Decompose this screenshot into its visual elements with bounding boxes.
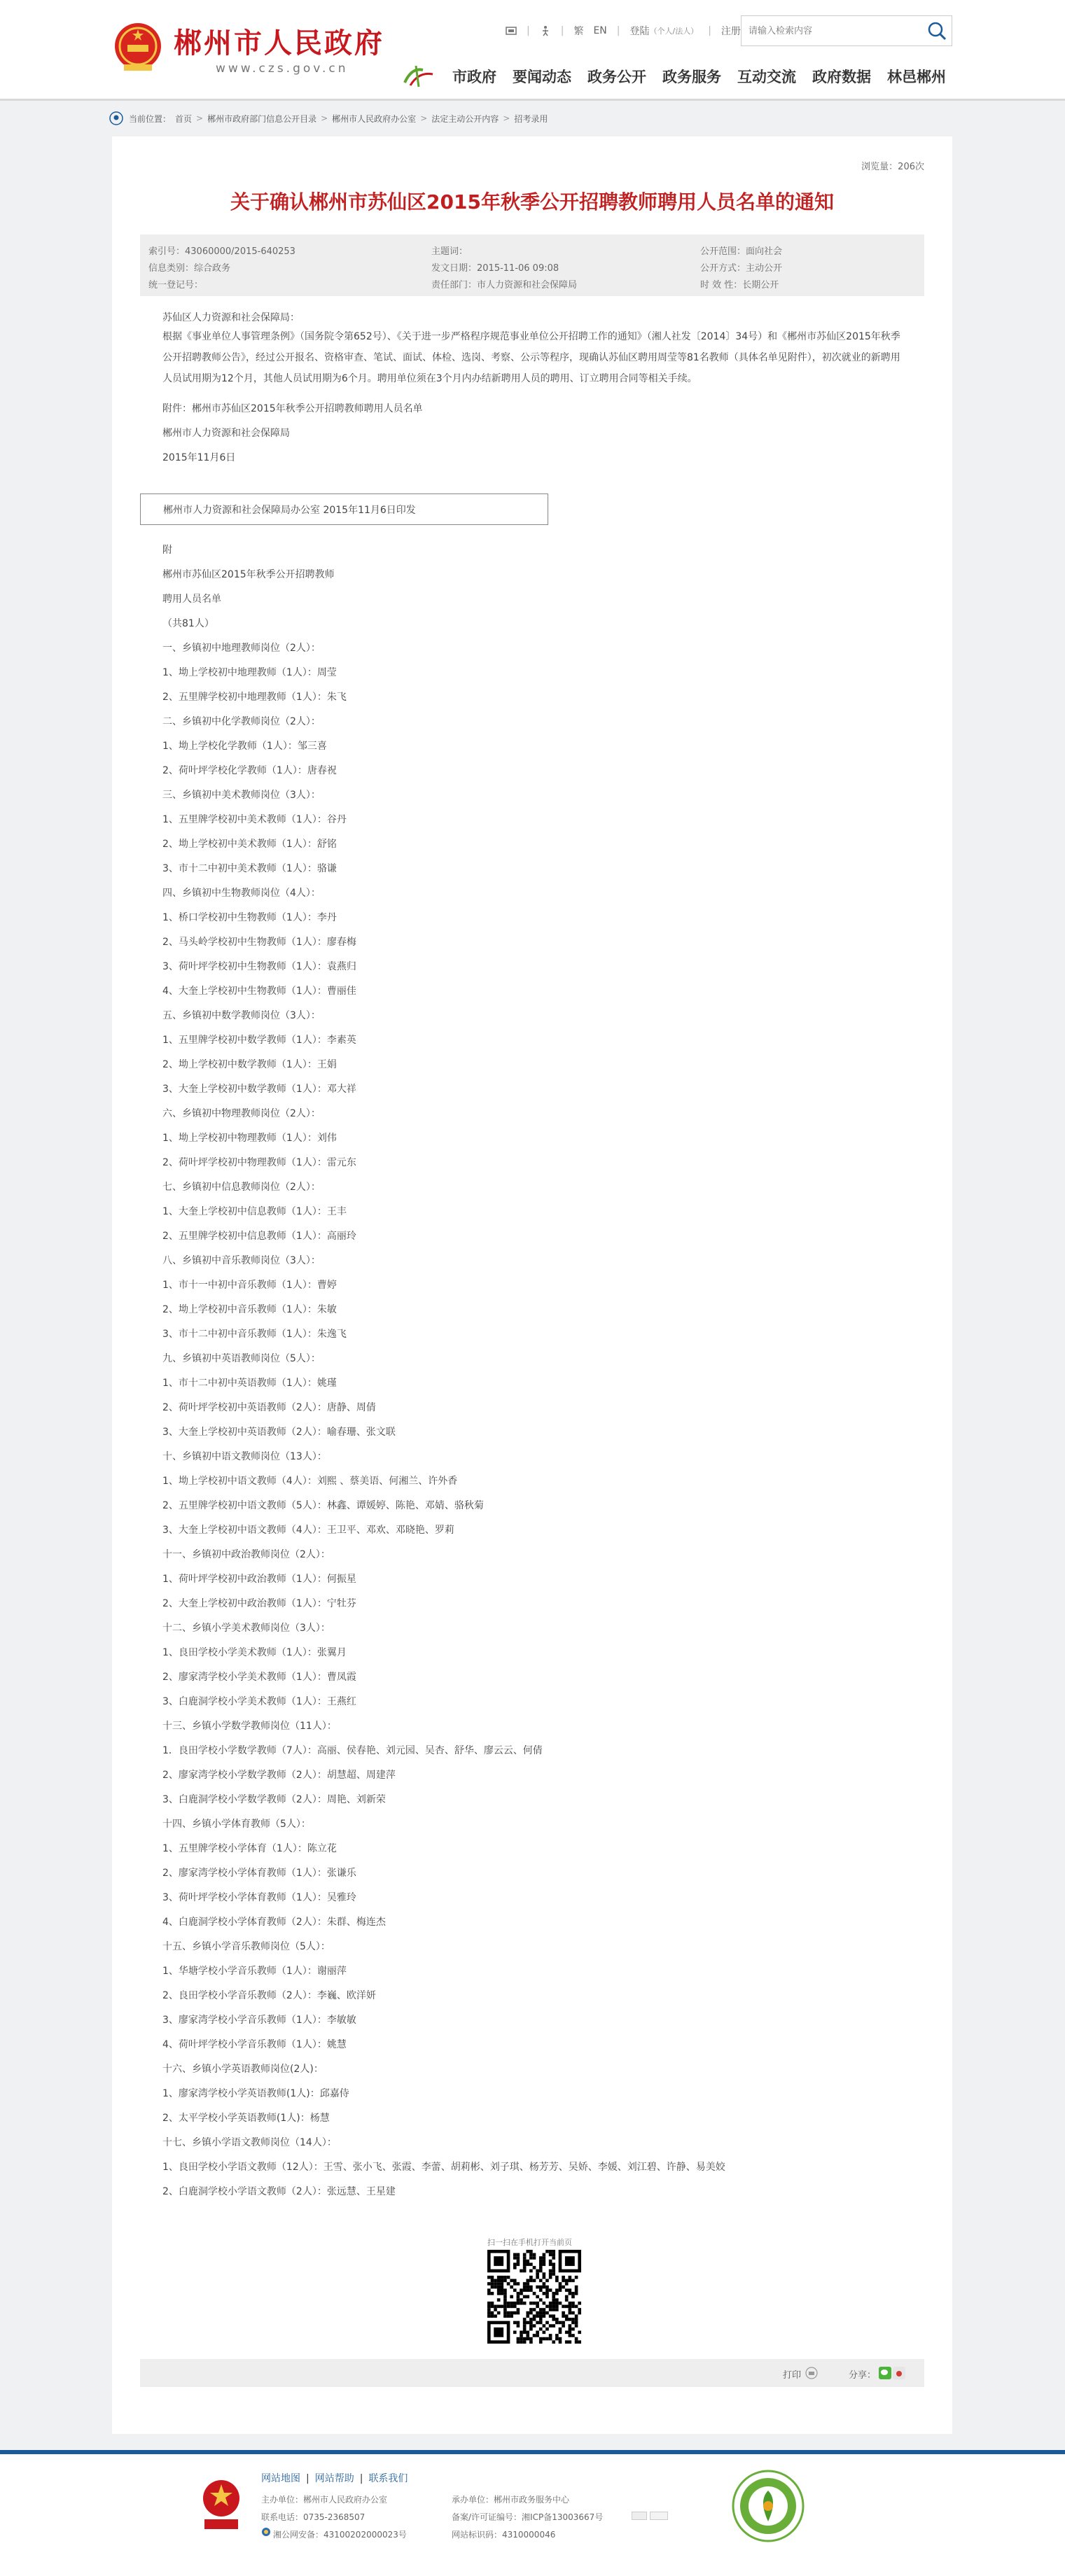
breadcrumb [109,108,954,129]
divider: | [527,25,530,36]
appendix-line: 九、乡镇初中英语教师岗位（5人）： [162,1353,321,1364]
appendix-line: 十四、乡镇小学体育教师（5人）： [162,1819,311,1830]
footer-link-contact[interactable]: 联系我们 [368,2473,408,2484]
appendix-line: 2、荷叶坪学校化学教师（1人）：唐春祝 [162,765,337,776]
meta-topic: 主题词： [431,246,468,257]
footer-undertaker: 承办单位：郴州市政务服务中心 [452,2495,570,2505]
appendix-line: 2、坳上学校初中数学教师（1人）：王娟 [162,1059,337,1070]
search-box [741,15,952,46]
appendix-line: 二、乡镇初中化学教师岗位（2人）： [162,716,321,727]
main-nav [452,66,946,87]
appendix-line: 十七、乡镇小学语文教师岗位（14人）： [162,2137,337,2148]
appendix-line: 1、桥口学校初中生物教师（1人）：李丹 [162,912,337,923]
appendix-line: 3、市十二中初中音乐教师（1人）：朱逸飞 [162,1329,347,1340]
appendix-line: 2、坳上学校初中美术教师（1人）：舒铭 [162,839,337,850]
meta-unified-no: 统一登记号： [148,280,204,290]
gov-website-badge-icon[interactable] [732,2470,805,2542]
appendix-line: 3、大奎上学校初中英语教师（2人）：喻春珊、张文联 [162,1427,396,1438]
divider: | [616,25,620,36]
accessibility-badge-icon[interactable] [650,2512,668,2520]
appendix-line: 五、乡镇初中数学教师岗位（3人）： [162,1010,321,1021]
appendix-header-line: （共81人） [162,618,214,629]
header-divider [0,99,1065,101]
appendix-line: 1、五里牌学校初中数学教师（1人）：李素英 [162,1035,356,1046]
appendix-line: 3、白鹿洞学校小学美术教师（1人）：王燕红 [162,1696,356,1707]
print-stamp-box: 郴州市人力资源和社会保障局办公室 2015年11月6日印发 [140,493,548,525]
appendix-line: 1、廖家湾学校小学英语教师(1人)：邱嘉侍 [162,2088,349,2099]
appendix-line: 3、市十二中初中美术教师（1人）：骆谦 [162,863,337,874]
breadcrumb-separator: > [420,113,428,123]
appendix-line: 2、坳上学校初中音乐教师（1人）：朱敏 [162,1304,337,1315]
print-button[interactable]: 打印 [783,2370,802,2381]
appendix-header-line: 附 [162,545,172,556]
footer-link-sitemap[interactable]: 网站地图 [261,2473,300,2484]
appendix-line: 2、五里牌学校初中信息教师（1人）：高丽玲 [162,1231,356,1242]
footer-links: 网站地图 | 网站帮助 | 联系我们 [261,2473,408,2484]
meta-scope: 公开范围：面向社会 [700,246,783,257]
nav-item-government[interactable]: 市政府 [452,69,496,85]
appendix-line: 2、廖家湾学校小学美术教师（1人）：曹凤霞 [162,1672,356,1683]
search-input[interactable] [749,23,917,38]
appendix-line: 2、大奎上学校初中政治教师（1人）：宁牡芬 [162,1598,356,1609]
top-links [506,23,751,38]
appendix-header-line: 郴州市苏仙区2015年秋季公开招聘教师 [162,569,335,580]
nav-item-linyi[interactable]: 林邑郴州 [887,69,946,85]
breadcrumb-item-content[interactable]: 法定主动公开内容 [431,113,499,124]
footer-site-code: 网站标识码：4310000046 [452,2530,556,2540]
breadcrumb-separator: > [503,113,510,123]
issuer: 郴州市人力资源和社会保障局 [162,428,290,439]
nav-item-interaction[interactable]: 互动交流 [737,69,796,85]
appendix-line: 2、白鹿洞学校小学语文教师（2人）：张远慧、王星建 [162,2186,396,2197]
breadcrumb-prefix: 当前位置： [129,113,172,124]
register-link[interactable]: 注册 [721,26,741,37]
appendix-line: 2、五里牌学校初中地理教师（1人）：朱飞 [162,692,347,703]
location-pin-icon [109,111,123,125]
nav-decoration-icon [402,62,437,90]
appendix-line: 4、大奎上学校初中生物教师（1人）：曹丽佳 [162,986,356,997]
share-label: 分享： [849,2370,877,2381]
appendix-line: 2、五里牌学校初中语文教师（5人）：林鑫、谭媛婷、陈艳、邓婧、骆秋菊 [162,1500,484,1511]
article-title: 关于确认郴州市苏仙区2015年秋季公开招聘教师聘用人员名单的通知 [230,190,834,214]
appendix-line: 1、市十二中初中英语教师（1人）：姚瑾 [162,1378,337,1389]
appendix-line: 1、坳上学校初中物理教师（1人）：刘伟 [162,1133,337,1144]
appendix-line: 十、乡镇初中语文教师岗位（13人）： [162,1451,327,1462]
appendix-line: 2、廖家湾学校小学体育教师（1人）：张谦乐 [162,1868,356,1879]
appendix-header-line: 聘用人员名单 [162,594,221,605]
breadcrumb-item-office[interactable]: 郴州市人民政府办公室 [332,113,417,124]
meta-index-no: 索引号：43060000/2015-640253 [148,246,295,257]
national-emblem-logo[interactable] [112,20,164,76]
appendix-line: 3、廖家湾学校小学音乐教师（1人）：李敏敏 [162,2015,356,2026]
appendix-line: 七、乡镇初中信息教师岗位（2人）： [162,1182,321,1193]
breadcrumb-item-recruitment[interactable]: 招考录用 [514,113,548,124]
appendix-line: 十一、乡镇初中政治教师岗位（2人）： [162,1549,330,1560]
appendix-line: 2、太平学校小学英语教师(1人)：杨慧 [162,2113,330,2124]
appendix-line: 2、荷叶坪学校初中英语教师（2人）：唐静、周倩 [162,1402,376,1413]
appendix-line: 3、荷叶坪学校小学体育教师（1人）：吴雅玲 [162,1892,356,1903]
login-link[interactable] [629,24,698,38]
appendix-line: 1、坳上学校化学教师（1人）：邹三喜 [162,741,327,752]
article-tools [140,2359,924,2387]
party-government-emblem[interactable] [200,2479,242,2531]
appendix-line: 1、荷叶坪学校初中政治教师（1人）：何振星 [162,1574,356,1585]
divider: | [708,25,711,36]
appendix-line: 十三、乡镇小学数学教师岗位（11人）： [162,1721,337,1732]
appendix-line: 4、荷叶坪学校小学音乐教师（1人）：姚慧 [162,2039,347,2050]
appendix-line: 十五、乡镇小学音乐教师岗位（5人）： [162,1941,330,1952]
site-header [0,0,1065,99]
appendix-line: 3、白鹿洞学校小学数学教师（2人）：周艳、刘新荣 [162,1794,386,1805]
appendix-line: 六、乡镇初中物理教师岗位（2人）： [162,1108,321,1119]
breadcrumb-item-home[interactable]: 首页 [175,113,193,124]
appendix-line: 三、乡镇初中美术教师岗位（3人）： [162,790,321,801]
meta-validity: 时 效 性：长期公开 [700,280,779,290]
article-meta [140,234,924,296]
salutation: 苏仙区人力资源和社会保障局： [162,312,300,323]
appendix-line: 2、荷叶坪学校初中物理教师（1人）：雷元东 [162,1157,356,1168]
police-badge-icon [261,2527,271,2537]
footer-police[interactable]: 湘公网安备：43100202000023号 [273,2530,407,2540]
issue-date: 2015年11月6日 [162,452,236,463]
site-name[interactable]: 郴州市人民政府 [174,27,384,59]
elder-mode-icon[interactable] [540,25,551,36]
appendix-line: 1、五里牌学校小学体育（1人）：陈立花 [162,1843,337,1854]
site-url: www.czs.gov.cn [216,62,349,76]
appendix-line: 1、良田学校小学语文教师（12人）：王雪、张小飞、张霞、李蕾、胡莉彬、刘子琪、杨芳芳、吴娇、李媛、刘江碧、许静、易美姣 [162,2162,725,2173]
nav-item-news[interactable]: 要闻动态 [513,69,571,85]
breadcrumb-item-catalog[interactable]: 郴州市政府部门信息公开目录 [207,113,317,124]
appendix-line: 3、大奎上学校初中语文教师（4人）：王卫平、邓欢、邓晓艳、罗莉 [162,1525,454,1536]
appendix-line: 1、大奎上学校初中信息教师（1人）：王丰 [162,1206,347,1217]
wechat-share-icon[interactable] [879,2367,891,2379]
appendix-line: 1、坳上学校初中地理教师（1人）：周莹 [162,667,337,678]
appendix-line: 八、乡镇初中音乐教师岗位（3人）： [162,1255,321,1266]
appendix-line: 4、白鹿洞学校小学体育教师（2人）：朱群、梅连杰 [162,1917,386,1928]
view-count: 浏览量：206次 [861,162,924,172]
appendix-line: 一、乡镇初中地理教师岗位（2人）： [162,643,321,654]
icp-badge-icon[interactable] [632,2512,647,2520]
appendix-line: 十二、乡镇小学美术教师岗位（3人）： [162,1623,330,1634]
meta-department: 责任部门：市人力资源和社会保障局 [431,280,578,290]
login-note: （个人/法人） [649,27,699,36]
article-container [112,136,952,2434]
appendix-line: 3、大奎上学校初中数学教师（1人）：邓大祥 [162,1084,356,1095]
appendix-line: 2、马头岭学校初中生物教师（1人）：廖春梅 [162,937,356,948]
print-icon[interactable] [805,2367,818,2379]
footer-link-help[interactable]: 网站帮助 [314,2473,354,2484]
nav-item-services[interactable]: 政务服务 [662,69,721,85]
appendix-line: 四、乡镇初中生物教师岗位（4人）： [162,888,321,899]
search-icon[interactable] [926,20,947,41]
divider: | [560,25,564,36]
nav-item-open-affairs[interactable]: 政务公开 [587,69,646,85]
meta-category: 信息类别：综合政务 [148,263,231,274]
body-paragraph: 根据《事业单位人事管理条例》（国务院令第652号）、《关于进一步严格程序规范事业单位公开招聘工作的通知》（湘人社发〔2014〕34号）和《郴州市苏仙区2015年秋季公开招聘教师公告》，经过公开报名、资格审查、笔试、面试、体检、选岗、考察、公示等程序，现确认苏仙区聘用周莹等81名教师（具体名单见附件），初次就业的新聘用人员试用期为12个月，其他人员试用期为6个月。聘用单位须在3个月内办结新聘用人员的聘用、订立聘用合同等相关手续。 [162,331,900,384]
accessibility-icon[interactable] [506,25,517,36]
breadcrumb-separator: > [196,113,204,123]
appendix-line: 1．良田学校小学数学教师（7人）：高丽、侯春艳、刘元园、吴杏、舒华、廖云云、何倩 [162,1745,543,1756]
appendix-line: 1、华塘学校小学音乐教师（1人）：谢丽萍 [162,1966,347,1977]
breadcrumb-separator: > [321,113,328,123]
attachment-line: 附件：郴州市苏仙区2015年秋季公开招聘教师聘用人员名单 [162,403,423,414]
qr-code-icon [487,2250,581,2344]
appendix-line: 1、五里牌学校初中美术教师（1人）：谷丹 [162,814,347,825]
qr-label: 扫一扫在手机打开当前页 [487,2238,572,2247]
footer-host: 主办单位：郴州市人民政府办公室 [261,2495,388,2505]
weibo-share-icon[interactable] [893,2367,905,2379]
english-link[interactable]: EN [593,25,607,36]
appendix-line: 2、廖家湾学校小学数学教师（2人）：胡慧超、周建萍 [162,1770,396,1781]
meta-date: 发文日期：2015-11-06 09:08 [431,263,559,274]
appendix-line: 十六、乡镇小学英语教师岗位(2人)： [162,2064,323,2075]
footer-phone: 联系电话：0735-2368507 [261,2512,366,2522]
appendix-line: 1、良田学校小学美术教师（1人）：张翼月 [162,1647,347,1658]
appendix-line: 3、荷叶坪学校初中生物教师（1人）：袁燕归 [162,961,356,972]
footer-icp[interactable]: 备案/许可证编号：湘ICP备13003667号 [452,2512,604,2522]
traditional-link[interactable]: 繁 [573,26,584,37]
appendix-line: 1、坳上学校初中语文教师（4人）：刘熙 、蔡美语、何湘兰、许外香 [162,1476,458,1487]
site-footer [0,2454,1065,2576]
login-label: 登陆 [629,26,650,37]
appendix-line: 2、良田学校小学音乐教师（2人）：李巍、欧洋妍 [162,1990,376,2001]
meta-method: 公开方式：主动公开 [700,263,783,274]
appendix-line: 1、市十一中初中音乐教师（1人）：曹婷 [162,1280,337,1291]
nav-item-data[interactable]: 政府数据 [812,69,871,85]
